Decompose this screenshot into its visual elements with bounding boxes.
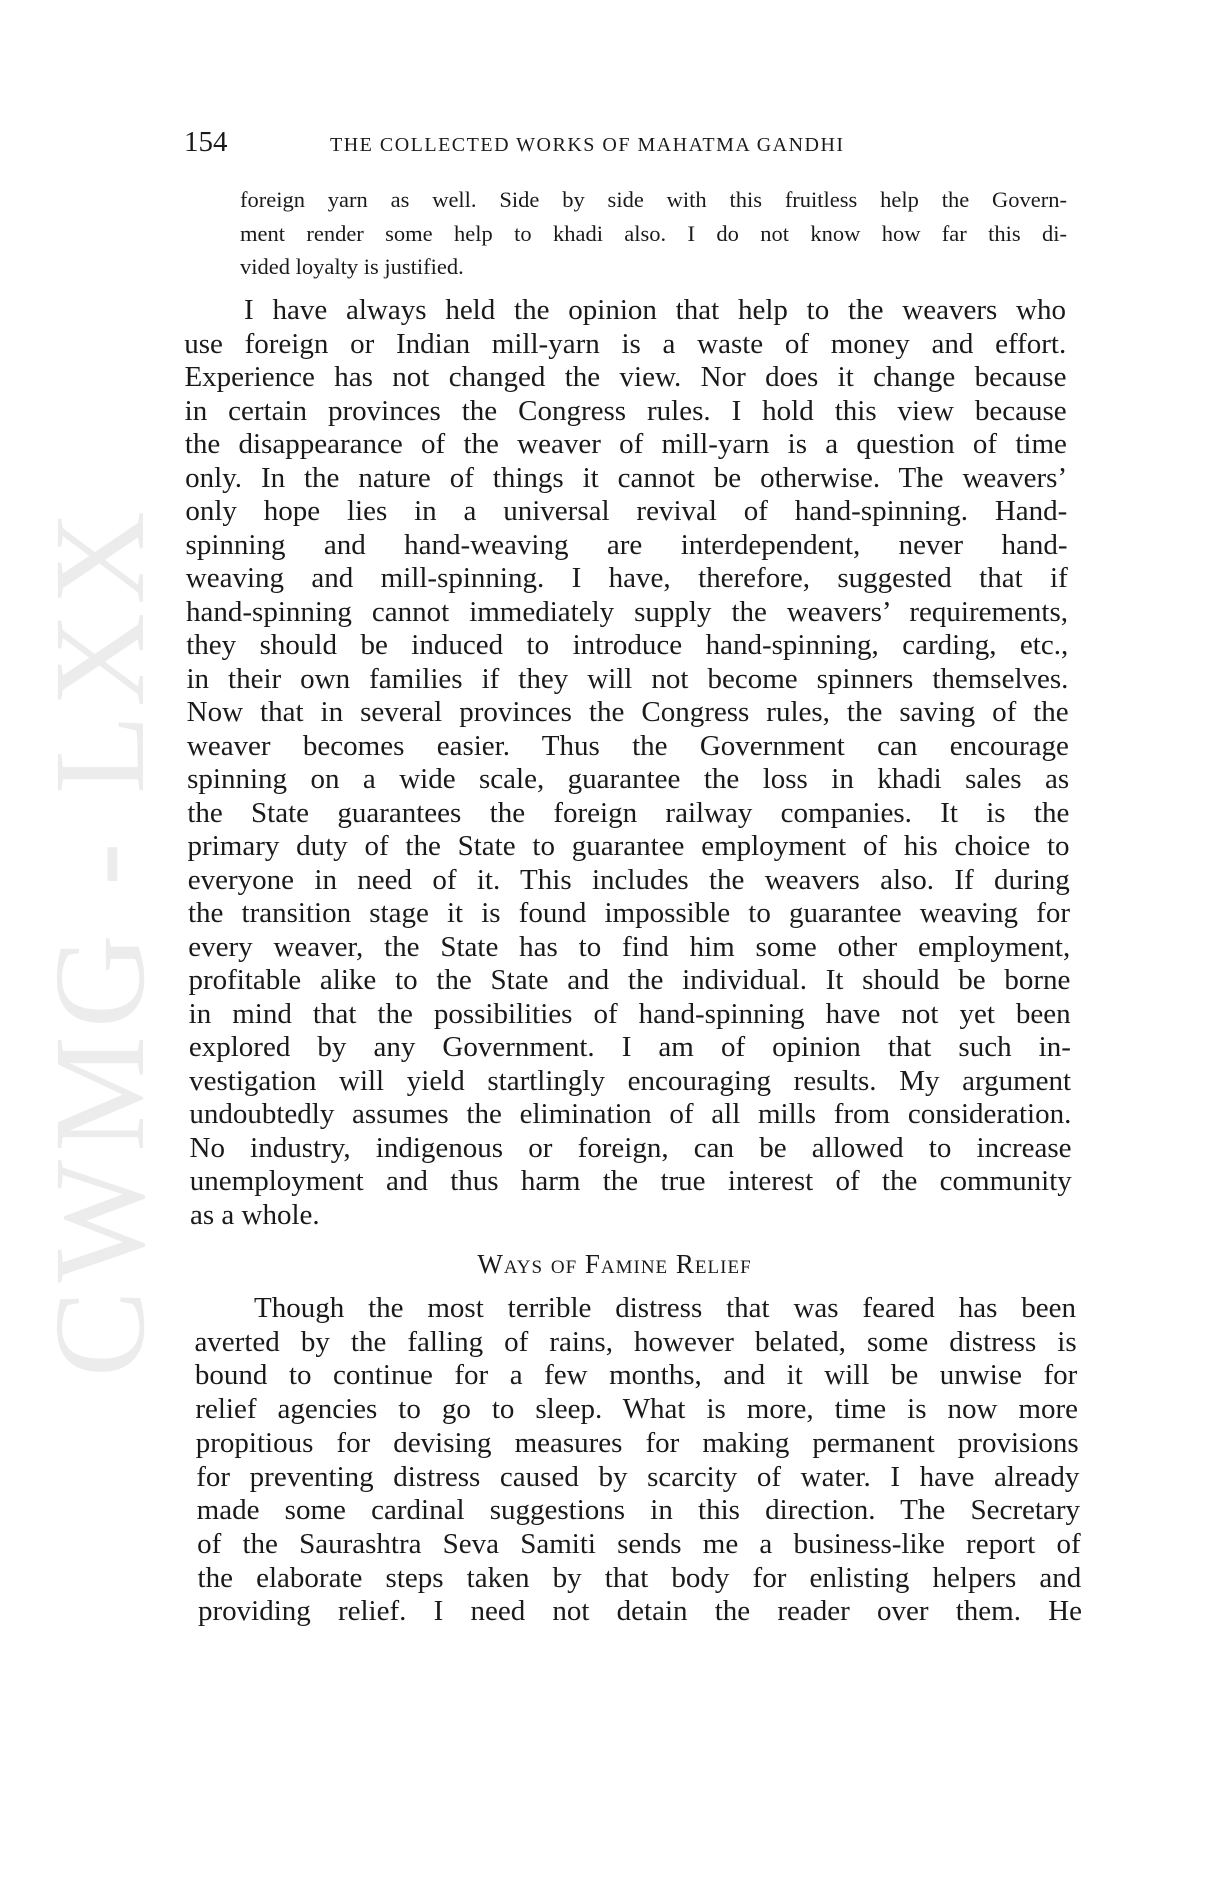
text-line: bound to continue for a few months, and it will be unwise for <box>194 1359 1078 1392</box>
text-line: Now that in several provinces the Congress rules, the saving of the <box>186 696 1069 728</box>
text-line: undoubtedly assumes the elimination of all mills from consideration. <box>189 1098 1072 1130</box>
text-line: use foreign or Indian mill-yarn is a waste of money and effort. <box>184 327 1067 360</box>
text-line: in mind that the possibilities of hand-spinning have not yet been <box>188 997 1071 1030</box>
text-line: I have always held the opinion that help to the weavers who <box>244 294 1066 326</box>
text-line: of the Saurashtra Seva Samiti sends me a business-like report of <box>197 1527 1081 1560</box>
text-line: providing relief. I need not detain the reader over them. He <box>198 1595 1082 1628</box>
text-line: foreign yarn as well. Side by side with this fruitless help the Govern- <box>240 187 1067 212</box>
text-line: the State guarantees the foreign railway companies. It is the <box>187 796 1070 829</box>
text-line: primary duty of the State to guarantee employment of his choice to <box>187 830 1070 862</box>
text-line: Though the most terrible distress that was feared has been <box>254 1292 1076 1324</box>
text-line: as a whole. <box>190 1198 320 1231</box>
text-line: unemployment and thus harm the true interest of the community <box>189 1165 1072 1197</box>
text-line: relief agencies to go to sleep. What is more, time is now more <box>195 1393 1078 1426</box>
text-line: only. In the nature of things it cannot be otherwise. The weavers’ <box>185 461 1068 494</box>
text-line: hand-spinning cannot immediately supply the weavers’ requirements, <box>186 595 1068 628</box>
text-line: spinning on a wide scale, guarantee the loss in khadi sales as <box>187 763 1070 795</box>
text-line: propitious for devising measures for making permanent provisions <box>195 1426 1079 1459</box>
text-line: weaver becomes easier. Thus the Government can encourage <box>186 729 1069 762</box>
text-line: only hope lies in a universal revival of hand-spinning. Hand- <box>185 495 1068 527</box>
text-line: explored by any Government. I am of opinion that such in- <box>188 1031 1071 1063</box>
watermark: CWMG - LXX <box>28 502 172 1378</box>
text-line: Experience has not changed the view. Nor does it change because <box>184 361 1067 393</box>
text-line: they should be induced to introduce hand-spinning, carding, etc., <box>186 629 1069 661</box>
text-line: every weaver, the State has to find him some other employment, <box>188 930 1071 963</box>
running-title: THE COLLECTED WORKS OF MAHATMA GANDHI <box>330 134 845 156</box>
text-line: the disappearance of the weaver of mill-yarn is a question of time <box>184 428 1067 460</box>
text-line: everyone in need of it. This includes the weavers also. If during <box>187 863 1070 896</box>
text-line: vided loyalty is justified. <box>240 254 464 279</box>
text-line: No industry, indigenous or foreign, can be allowed to increase <box>189 1131 1072 1164</box>
text-line: ment render some help to khadi also. I do not know how far this di- <box>240 220 1067 246</box>
text-line: the elaborate steps taken by that body for enlisting helpers and <box>197 1561 1082 1594</box>
text-line: in their own families if they will not become spinners themselves. <box>186 662 1069 695</box>
text-line: spinning and hand-weaving are interdependent, never hand- <box>185 528 1068 561</box>
text-line: the transition stage it is found impossible to guarantee weaving for <box>188 897 1070 929</box>
section-heading: Ways of Famine Relief <box>477 1249 752 1279</box>
text-line: in certain provinces the Congress rules. I hold this view because <box>184 394 1067 427</box>
text-line: for preventing distress caused by scarcity of water. I have already <box>196 1460 1080 1493</box>
text-line: profitable alike to the State and the individual. It should be borne <box>188 964 1071 996</box>
page-number: 154 <box>184 126 228 158</box>
text-line: vestigation will yield startlingly encouraging results. My argument <box>189 1064 1072 1097</box>
text-line: made some cardinal suggestions in this direction. The Secretary <box>196 1494 1080 1527</box>
text-line: averted by the falling of rains, however belated, some distress is <box>194 1325 1077 1358</box>
text-line: weaving and mill-spinning. I have, therefore, suggested that if <box>185 562 1068 594</box>
